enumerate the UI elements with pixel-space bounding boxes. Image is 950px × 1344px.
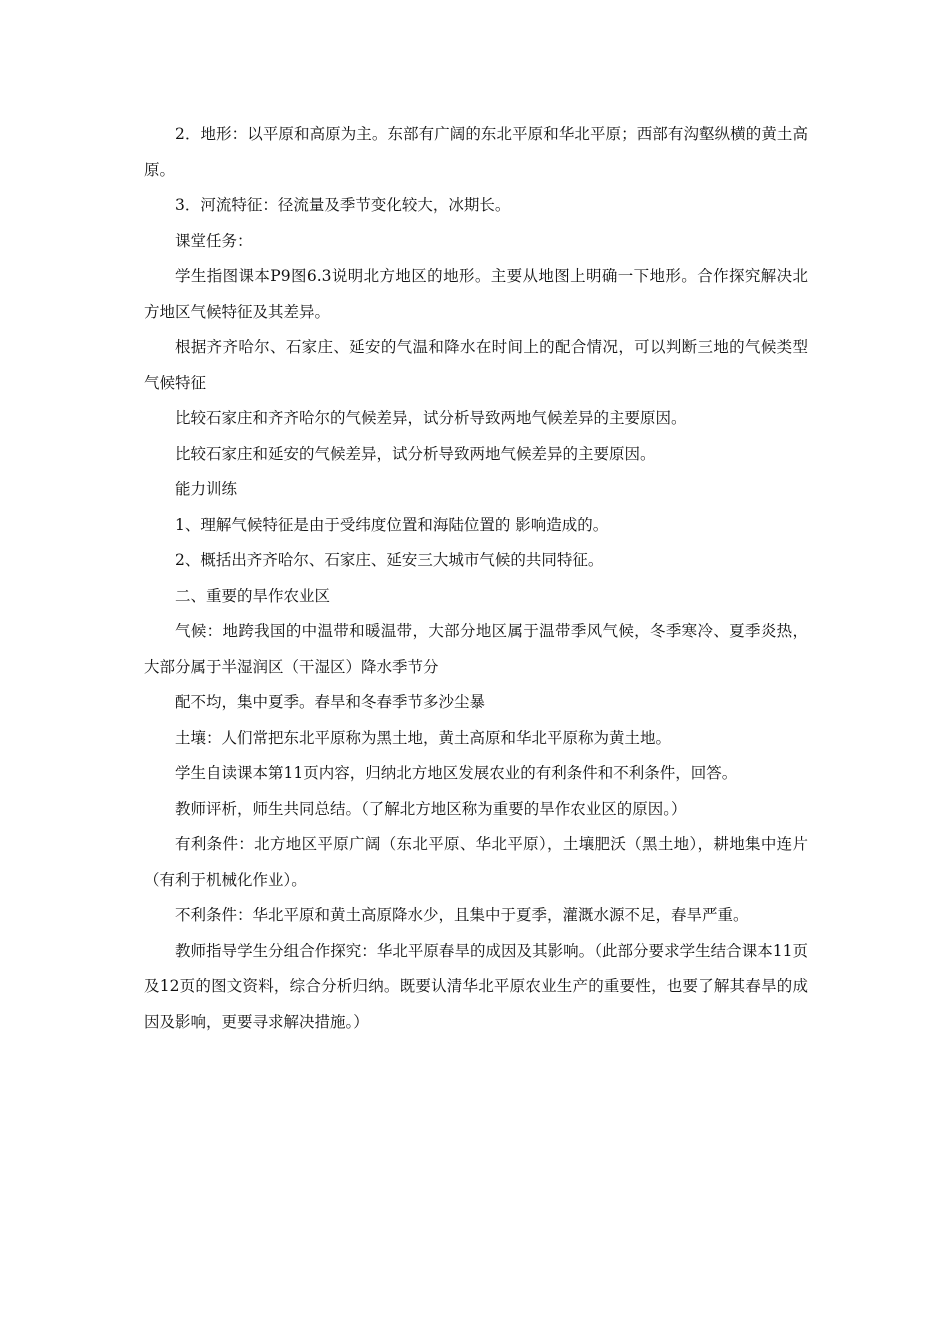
paragraph-unfavorable-conditions: 不利条件：华北平原和黄土高原降水少，且集中于夏季，灌溉水源不足，春旱严重。 — [175, 906, 749, 924]
paragraph-teacher-summary: 教师评析，师生共同总结。（了解北方地区称为重要的旱作农业区的原因。） — [175, 799, 687, 818]
paragraph-group-inquiry: 教师指导学生分组合作探究：华北平原春旱的成因及其影响。（此部分要求学生结合课本11页及12页的图文资料，综合分析归纳。既要认清华北平原农业生产的重要性，也要了解其春旱的成因及影响，更要寻求解决措施。） — [144, 941, 808, 1031]
document-body — [144, 117, 808, 1040]
paragraph-section-heading: 二、重要的旱作农业区 — [175, 586, 331, 605]
paragraph-compare-yanan: 比较石家庄和延安的气候差异，试分析导致两地气候差异的主要原因。 — [175, 444, 656, 463]
paragraph-climate-continued: 配不均，集中夏季。春旱和冬春季节多沙尘暴 — [175, 693, 486, 711]
paragraph-skill-2: 2、概括出齐齐哈尔、石家庄、延安三大城市气候的共同特征。 — [175, 551, 604, 569]
paragraph-class-task: 学生指图课本P9图6.3说明北方地区的地形。主要从地图上明确一下地形。合作探究解决北方地区气候特征及其差异。 — [144, 267, 808, 321]
paragraph-climate-judgement: 根据齐齐哈尔、石家庄、延安的气温和降水在时间上的配合情况，可以判断三地的气候类型气候特征 — [144, 338, 808, 392]
paragraph-class-task-heading: 课堂任务： — [175, 231, 253, 250]
paragraph-favorable-conditions: 有利条件：北方地区平原广阔（东北平原、华北平原），土壤肥沃（黑土地），耕地集中连片（有利于机械化作业）。 — [144, 835, 808, 889]
paragraph-self-study: 学生自读课本第11页内容，归纳北方地区发展农业的有利条件和不利条件，回答。 — [175, 764, 738, 782]
paragraph-rivers: 3．河流特征：径流量及季节变化较大，冰期长。 — [175, 196, 511, 214]
paragraph-terrain: 2．地形：以平原和高原为主。东部有广阔的东北平原和华北平原；西部有沟壑纵横的黄土高原。 — [144, 125, 808, 179]
paragraph-climate: 气候：地跨我国的中温带和暖温带，大部分地区属于温带季风气候，冬季寒冷、夏季炎热，大部分属于半湿润区（干湿区）降水季节分 — [144, 622, 808, 676]
paragraph-soil: 土壤：人们常把东北平原称为黑土地，黄土高原和华北平原称为黄土地。 — [175, 728, 672, 747]
paragraph-compare-qiqihar: 比较石家庄和齐齐哈尔的气候差异，试分析导致两地气候差异的主要原因。 — [175, 409, 687, 427]
paragraph-skill-1: 1、理解气候特征是由于受纬度位置和海陆位置的 影响造成的。 — [175, 515, 609, 534]
paragraph-skills-heading: 能力训练 — [175, 480, 238, 498]
